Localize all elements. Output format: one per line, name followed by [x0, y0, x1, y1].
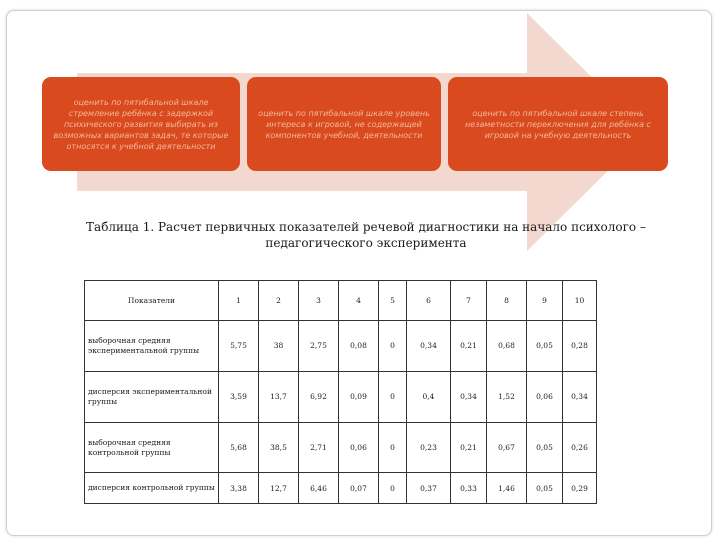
table-cell: 0,06 [339, 422, 379, 473]
table-cell: 0,29 [563, 473, 597, 504]
table-cell: 0,23 [407, 422, 451, 473]
header-cell: 3 [299, 281, 339, 321]
table-cell: 1,52 [487, 371, 527, 422]
header-cell: 6 [407, 281, 451, 321]
table-cell: 38,5 [259, 422, 299, 473]
table-cell: 0,37 [407, 473, 451, 504]
header-cell: 1 [219, 281, 259, 321]
table-cell: 0,05 [527, 422, 563, 473]
table-row [85, 321, 597, 372]
table-cell: 38 [259, 321, 299, 372]
table-cell: 3,59 [219, 371, 259, 422]
header-row [85, 281, 597, 321]
header-cell: 4 [339, 281, 379, 321]
header-cell: 8 [487, 281, 527, 321]
table-cell: 0,05 [527, 473, 563, 504]
table-cell: 13,7 [259, 371, 299, 422]
table-cell: 0,34 [451, 371, 487, 422]
step-text-1: оценить по пятибальной шкале стремление ребёнка с задержкой психического развития выбирать из возможных вариантов задач, те которые относятся к учебной деятельности [53, 97, 229, 151]
step-box-1 [42, 77, 240, 171]
table-cell: 0,67 [487, 422, 527, 473]
table-cell: 3,38 [219, 473, 259, 504]
header-cell: 2 [259, 281, 299, 321]
table-row [85, 422, 597, 473]
table-cell: 5,75 [219, 321, 259, 372]
header-cell: 5 [379, 281, 407, 321]
table-cell: 0,09 [339, 371, 379, 422]
table-cell: 0,07 [339, 473, 379, 504]
row-label: дисперсия экспериментальной группы [85, 371, 219, 422]
step-text-3: оценить по пятибальной шкале степень незаметности переключения для ребёнка с игровой на учебную деятельность [465, 108, 651, 140]
header-indicators: Показатели [85, 281, 219, 321]
table-row [85, 371, 597, 422]
table-cell: 0,33 [451, 473, 487, 504]
table-cell: 0,21 [451, 422, 487, 473]
table-cell: 6,92 [299, 371, 339, 422]
table-cell: 0,68 [487, 321, 527, 372]
table-cell: 0,4 [407, 371, 451, 422]
table-cell: 5,68 [219, 422, 259, 473]
table-cell: 0 [379, 321, 407, 372]
table-cell: 0,08 [339, 321, 379, 372]
table-cell: 1,46 [487, 473, 527, 504]
table-cell: 2,75 [299, 321, 339, 372]
table-caption: Таблица 1. Расчет первичных показателей речевой диагностики на начало психолого – педагогического эксперимента [86, 220, 646, 250]
step-text-2: оценить по пятибальной шкале уровень интереса к игровой, не содержащей компонентов учебной, деятельности [258, 108, 430, 140]
table-cell: 0,28 [563, 321, 597, 372]
header-cell: 7 [451, 281, 487, 321]
table-cell: 0,21 [451, 321, 487, 372]
row-label: выборочная средняя контрольной группы [85, 422, 219, 473]
table-cell: 6,46 [299, 473, 339, 504]
table-cell: 0 [379, 422, 407, 473]
diagnostics-table [84, 280, 597, 504]
table-cell: 0,06 [527, 371, 563, 422]
row-label: выборочная средняя экспериментальной группы [85, 321, 219, 372]
table-cell: 12,7 [259, 473, 299, 504]
header-cell: 10 [563, 281, 597, 321]
table-cell: 0,34 [407, 321, 451, 372]
table-cell: 0 [379, 371, 407, 422]
table-cell: 0,34 [563, 371, 597, 422]
row-label: дисперсия контрольной группы [85, 473, 219, 504]
table-row [85, 473, 597, 504]
table-cell: 0,26 [563, 422, 597, 473]
step-box-2 [247, 77, 441, 171]
table-cell: 2,71 [299, 422, 339, 473]
table-cell: 0,05 [527, 321, 563, 372]
header-cell: 9 [527, 281, 563, 321]
table-cell: 0 [379, 473, 407, 504]
step-box-3 [448, 77, 668, 171]
